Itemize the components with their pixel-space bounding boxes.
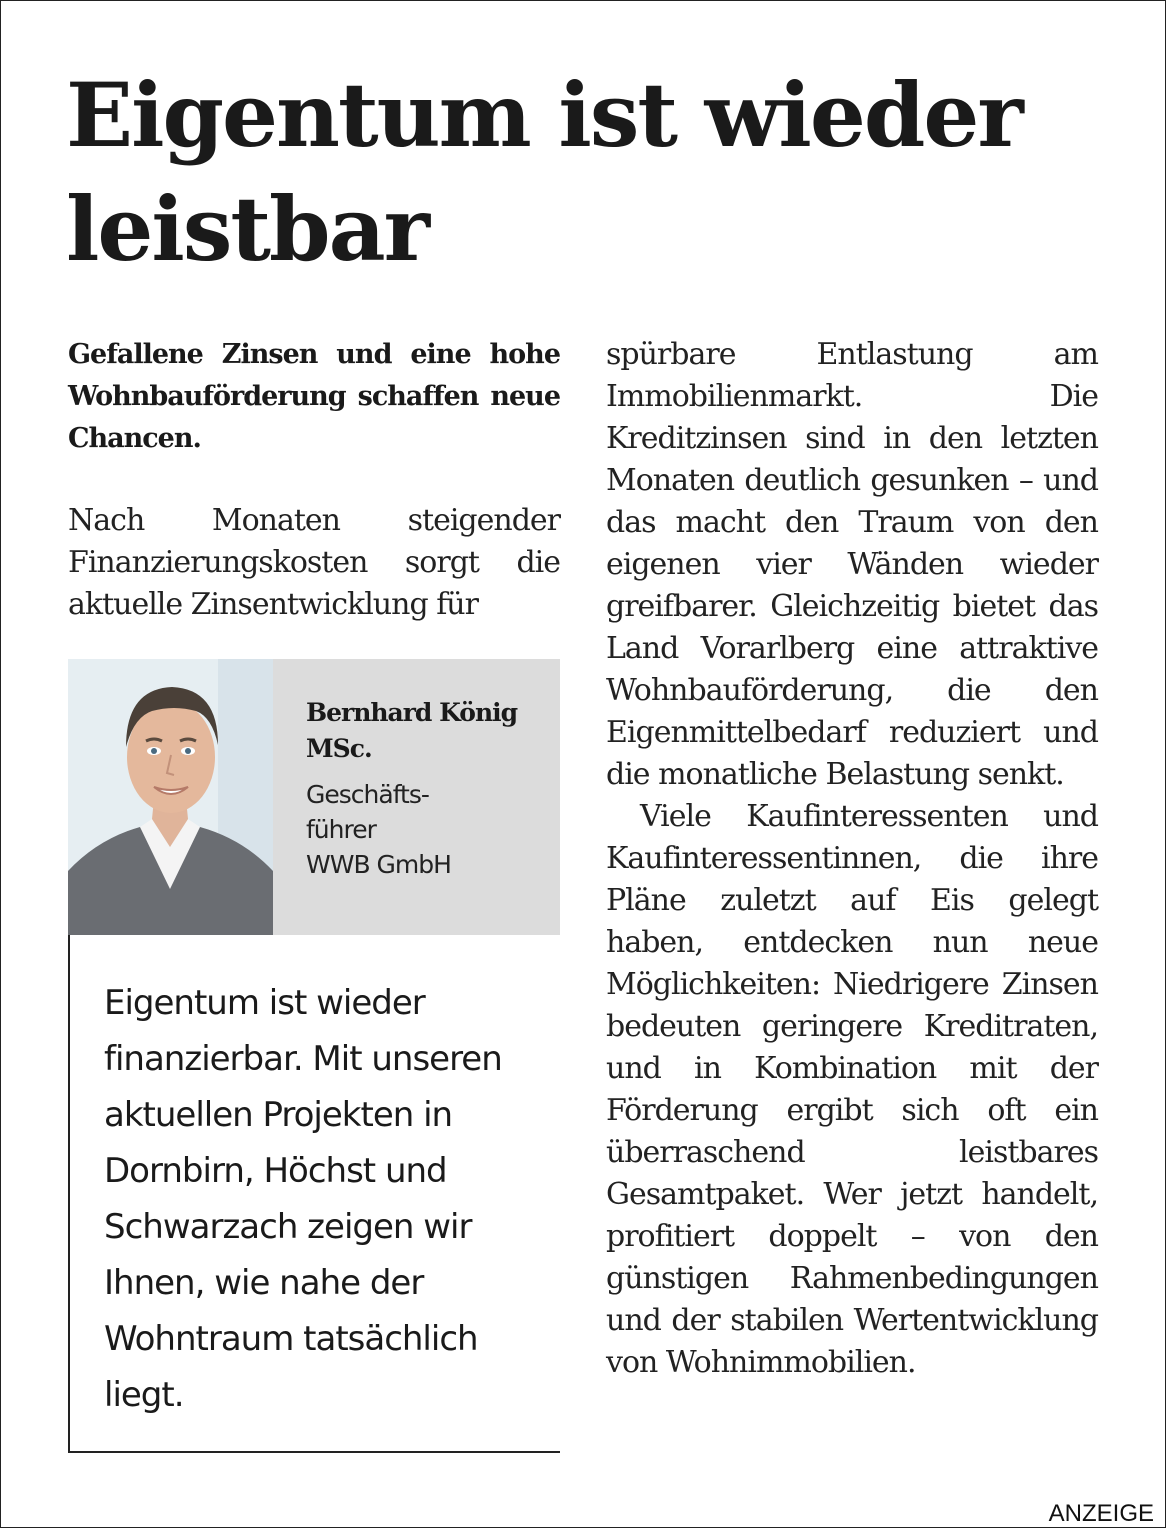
author-name: Bernhard König MSc. bbox=[306, 698, 518, 763]
lead-paragraph: Gefallene Zinsen und eine hohe Wohnbauförderung schaffen neue Chancen. bbox=[68, 339, 560, 454]
author-photo bbox=[68, 659, 273, 935]
portrait-image bbox=[68, 659, 273, 935]
advertisement-label: ANZEIGE bbox=[1048, 1500, 1154, 1527]
author-info bbox=[306, 695, 556, 882]
body-paragraph-1: spürbare Entlastung am Immobilienmarkt. Die Kreditzinsen sind in den letzten Monaten deutlich gesunken – und das macht den Traum von den eigenen vier Wänden wieder greifbarer. Gleichzeitig bietet das Land Vorarlberg eine attraktive Wohnbauförderung, die den Eigenmittelbedarf reduziert und die monatliche Belastung senkt. bbox=[606, 337, 1098, 792]
right-column bbox=[606, 334, 1098, 1384]
author-role: Geschäfts- führer WWB GmbH bbox=[306, 780, 451, 879]
author-profile bbox=[68, 659, 560, 935]
body-paragraph-2: Viele Kaufinteressenten und Kaufinteressentinnen, die ihre Pläne zuletzt auf Eis gelegt haben, entdecken nun neue Möglichkeiten: Niedrigere Zinsen bedeuten geringere Kreditraten, und in Kombination mit der Förderung ergibt sich oft ein überraschend leistbares Gesamtpaket. Wer jetzt handelt, profitiert doppelt – von den günstigen Rahmenbedingungen und der stabilen Wertentwicklung von Wohnimmobilien. bbox=[606, 799, 1098, 1380]
quote-box bbox=[68, 935, 560, 1453]
headline: Eigentum ist wieder leistbar bbox=[66, 63, 1022, 281]
quote-text: Eigentum ist wieder finanzierbar. Mit unseren aktuellen Projekten in Dornbirn, Höchst und Schwarzach zeigen wir Ihnen, wie nahe der Wohntraum tatsächlich liegt. bbox=[104, 983, 502, 1415]
intro-paragraph: Nach Monaten steigender Finanzierungskosten sorgt die aktuelle Zinsentwicklung für bbox=[68, 503, 560, 622]
